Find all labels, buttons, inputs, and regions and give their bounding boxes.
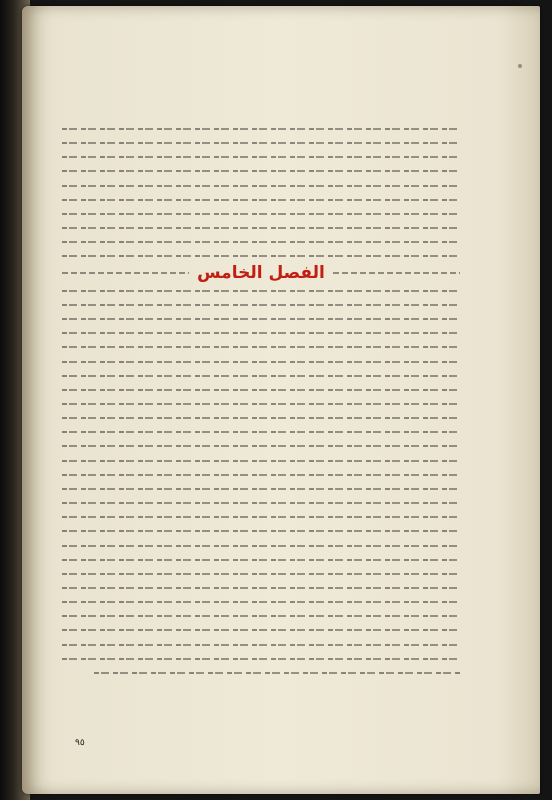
text-line bbox=[62, 193, 460, 205]
text-line bbox=[62, 369, 460, 381]
text-line bbox=[62, 567, 460, 579]
text-segment bbox=[333, 272, 460, 274]
text-line bbox=[62, 383, 460, 395]
text-line bbox=[62, 397, 460, 409]
text-line bbox=[62, 510, 460, 522]
text-line bbox=[62, 468, 460, 480]
folio-number: ٩٥ bbox=[75, 738, 85, 748]
text-line bbox=[62, 235, 460, 247]
section-heading: الفصل الخامس bbox=[197, 262, 325, 283]
text-line bbox=[62, 581, 460, 593]
binding-hole bbox=[518, 64, 522, 68]
text-line bbox=[62, 638, 460, 650]
heading-line bbox=[62, 264, 460, 282]
text-line bbox=[62, 164, 460, 176]
text-line bbox=[62, 207, 460, 219]
text-line bbox=[62, 136, 460, 148]
text-line bbox=[62, 411, 460, 423]
text-block bbox=[62, 122, 460, 678]
text-line bbox=[62, 553, 460, 565]
text-line bbox=[62, 482, 460, 494]
text-line bbox=[62, 221, 460, 233]
text-line bbox=[62, 355, 460, 367]
text-line bbox=[62, 652, 460, 664]
text-line bbox=[62, 312, 460, 324]
text-line bbox=[62, 249, 460, 261]
text-line bbox=[62, 326, 460, 338]
text-line bbox=[62, 623, 460, 635]
text-line bbox=[62, 595, 460, 607]
text-line bbox=[62, 425, 460, 437]
text-line bbox=[62, 298, 460, 310]
text-line bbox=[62, 524, 460, 536]
text-line bbox=[62, 454, 460, 466]
text-line bbox=[62, 609, 460, 621]
text-line bbox=[62, 179, 460, 191]
text-line bbox=[62, 122, 460, 134]
text-line bbox=[62, 666, 460, 678]
text-line bbox=[62, 284, 460, 296]
text-line bbox=[62, 496, 460, 508]
text-line bbox=[62, 150, 460, 162]
text-line bbox=[62, 340, 460, 352]
text-line bbox=[62, 539, 460, 551]
text-line bbox=[62, 439, 460, 451]
text-segment bbox=[62, 272, 189, 274]
